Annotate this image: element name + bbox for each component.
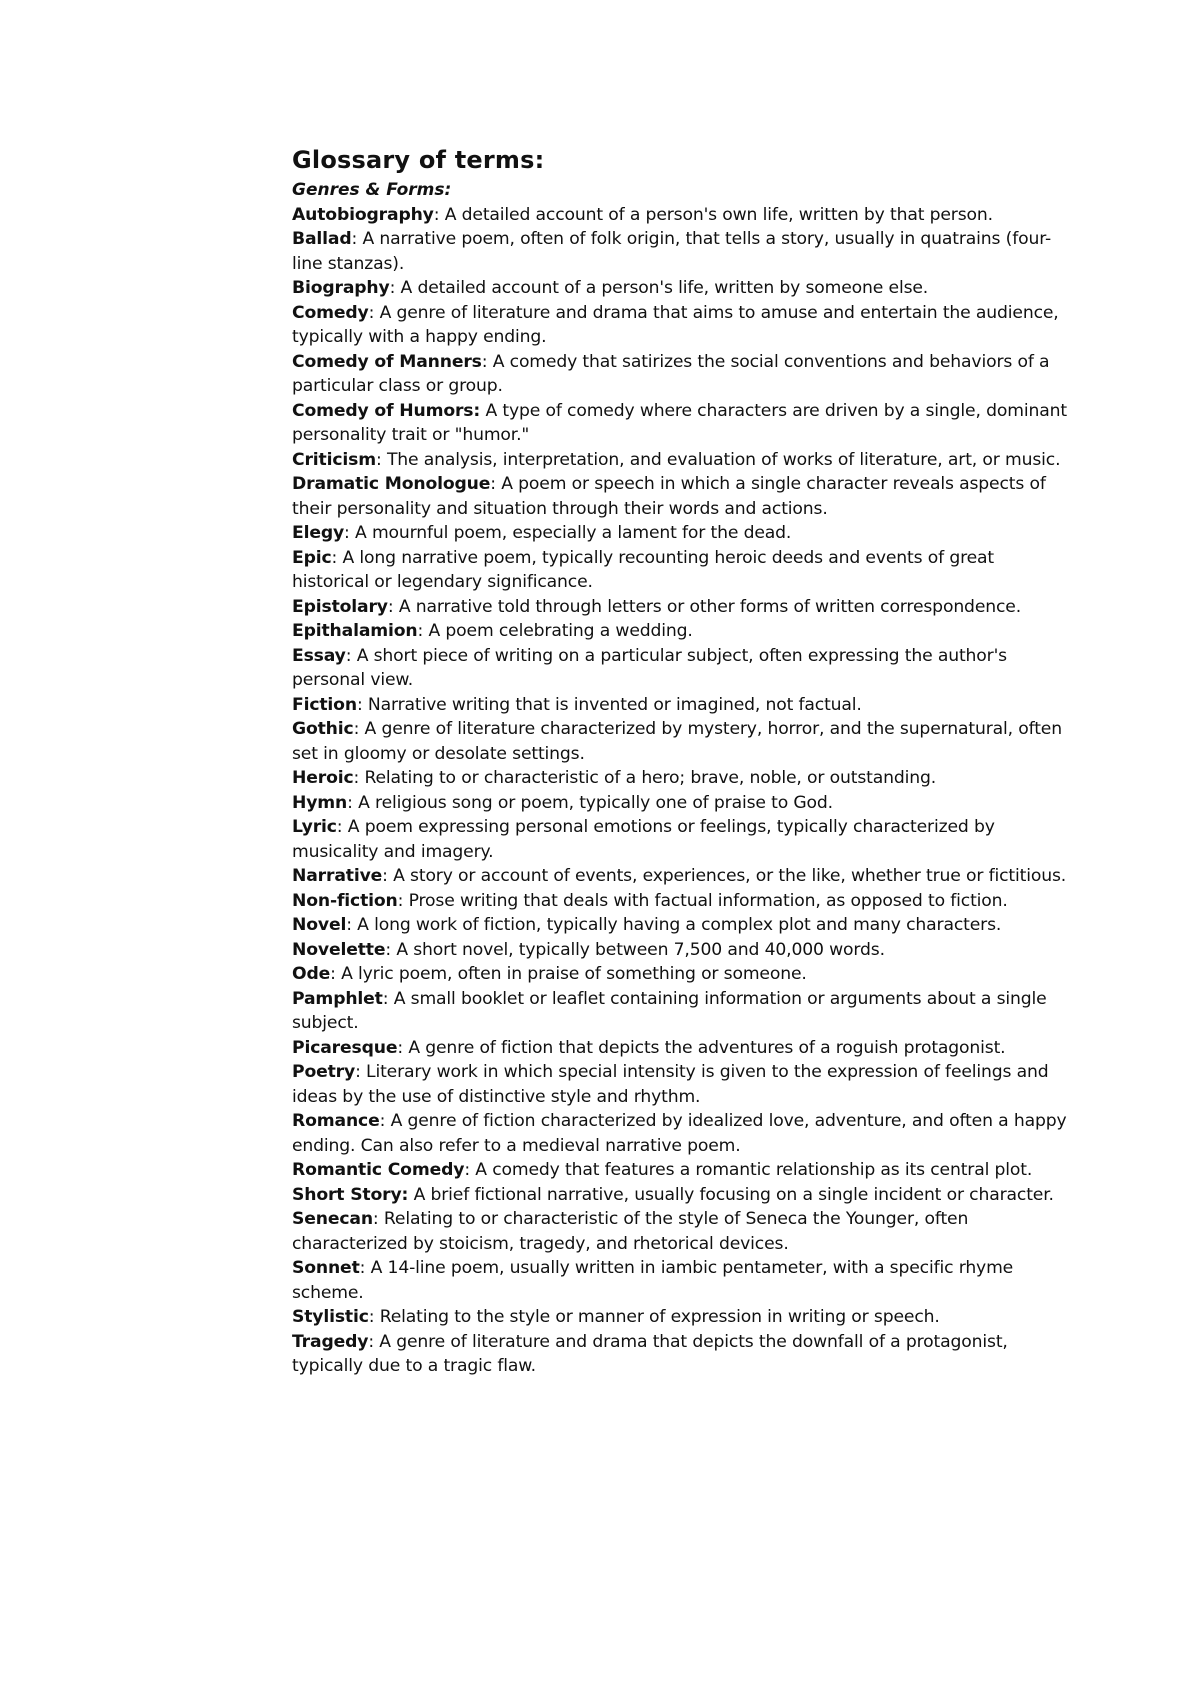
glossary-term: Novel bbox=[292, 915, 347, 935]
glossary-separator: : bbox=[330, 964, 336, 984]
glossary-entry bbox=[292, 276, 1072, 301]
glossary-entry bbox=[292, 301, 1072, 350]
glossary-term: Epistolary bbox=[292, 596, 388, 617]
glossary-definition: A short novel, typically between 7,500 and 40,000 words. bbox=[391, 939, 885, 960]
glossary-entry bbox=[292, 1207, 1072, 1256]
glossary-entry bbox=[292, 791, 1072, 816]
glossary-separator: : bbox=[397, 890, 404, 911]
glossary-term: Heroic bbox=[292, 768, 354, 788]
glossary-term: Stylistic bbox=[292, 1307, 369, 1327]
glossary-entry bbox=[292, 987, 1072, 1036]
glossary-entry bbox=[292, 595, 1072, 620]
glossary-entry bbox=[292, 644, 1072, 693]
glossary-separator: : bbox=[417, 621, 424, 641]
glossary-entry bbox=[292, 448, 1072, 473]
glossary-term: Lyric bbox=[292, 817, 337, 837]
glossary-definition: Relating to or characteristic of a hero; brave, noble, or outstanding. bbox=[359, 768, 937, 788]
glossary-entry bbox=[292, 913, 1072, 938]
glossary-term: Hymn bbox=[292, 792, 348, 813]
glossary-term: Sonnet bbox=[292, 1258, 360, 1278]
glossary-term: Romance bbox=[292, 1111, 380, 1131]
glossary-separator: : bbox=[481, 351, 488, 372]
glossary-separator: : bbox=[353, 719, 360, 739]
glossary-entry bbox=[292, 399, 1072, 448]
glossary-definition: A genre of fiction that depicts the adventures of a roguish protagonist. bbox=[403, 1037, 1006, 1058]
glossary-definition: Relating to or characteristic of the style of Seneca the Younger, often characterized by stoicism, tragedy, and rhetorical devices. bbox=[292, 1209, 969, 1254]
glossary-definition: Prose writing that deals with factual information, as opposed to fiction. bbox=[403, 890, 1008, 911]
glossary-entry bbox=[292, 693, 1072, 718]
glossary-definition: A type of comedy where characters are driven by a single, dominant personality trait or "humor." bbox=[292, 400, 1067, 445]
glossary-entry bbox=[292, 619, 1072, 644]
glossary-definition: A detailed account of a person's life, written by someone else. bbox=[395, 278, 929, 298]
glossary-definition: Literary work in which special intensity is given to the expression of feelings and ideas by the use of distinctive style and rhythm. bbox=[292, 1062, 1049, 1107]
glossary-separator: : bbox=[346, 915, 352, 935]
glossary-separator: : bbox=[336, 817, 343, 837]
glossary-term: Criticism bbox=[292, 449, 376, 470]
glossary-definition: A short piece of writing on a particular subject, often expressing the author's personal view. bbox=[292, 645, 1007, 690]
glossary-term: Epic bbox=[292, 547, 332, 568]
glossary-term: Essay bbox=[292, 645, 346, 666]
glossary-term: Ballad bbox=[292, 229, 352, 249]
glossary-definition: A long work of fiction, typically having a complex plot and many characters. bbox=[351, 915, 1002, 935]
glossary-separator: : bbox=[372, 1209, 379, 1229]
glossary-separator: : bbox=[368, 302, 375, 323]
glossary-separator: : bbox=[382, 988, 389, 1009]
glossary-separator: : bbox=[345, 645, 352, 666]
glossary-separator: : bbox=[355, 1062, 361, 1082]
glossary-definition: A genre of literature and drama that aims to amuse and entertain the audience, typically with a happy ending. bbox=[292, 302, 1059, 347]
glossary-term: Comedy of Humors: bbox=[292, 400, 481, 421]
glossary-definition: Relating to the style or manner of expression in writing or speech. bbox=[374, 1307, 940, 1327]
glossary-separator: : bbox=[389, 278, 396, 298]
glossary-definition: A story or account of events, experiences, or the like, whether true or fictitious. bbox=[387, 866, 1067, 886]
glossary-term: Romantic Comedy bbox=[292, 1160, 465, 1180]
glossary-definition: A religious song or poem, typically one of praise to God. bbox=[352, 792, 834, 813]
glossary-definition: A poem expressing personal emotions or feelings, typically characterized by musicality and imagery. bbox=[292, 817, 995, 862]
glossary-definition: A 14-line poem, usually written in iambic pentameter, with a specific rhyme scheme. bbox=[292, 1258, 1014, 1303]
glossary-separator: : bbox=[382, 866, 388, 886]
glossary-entry bbox=[292, 521, 1072, 546]
glossary-entry bbox=[292, 1256, 1072, 1305]
glossary-definition: A comedy that features a romantic relationship as its central plot. bbox=[469, 1160, 1033, 1180]
glossary-term: Gothic bbox=[292, 719, 354, 739]
glossary-definition: A poem celebrating a wedding. bbox=[423, 621, 693, 641]
glossary-entry bbox=[292, 472, 1072, 521]
glossary-entry bbox=[292, 350, 1072, 399]
glossary-term: Poetry bbox=[292, 1062, 356, 1082]
glossary-separator: : bbox=[375, 449, 382, 470]
glossary-separator: : bbox=[379, 1111, 386, 1131]
glossary-separator: : bbox=[387, 596, 394, 617]
glossary-definition: A brief fictional narrative, usually focusing on a single incident or character. bbox=[408, 1184, 1054, 1205]
glossary-separator: : bbox=[397, 1037, 403, 1058]
glossary-term: Fiction bbox=[292, 694, 357, 715]
glossary-entry bbox=[292, 227, 1072, 276]
glossary-definition: A mournful poem, especially a lament for the dead. bbox=[349, 523, 792, 543]
glossary-term: Non-fiction bbox=[292, 890, 398, 911]
glossary-term: Ode bbox=[292, 964, 331, 984]
glossary-definition: The analysis, interpretation, and evaluation of works of literature, art, or music. bbox=[381, 449, 1061, 470]
glossary-separator: : bbox=[385, 939, 391, 960]
glossary-entry bbox=[292, 889, 1072, 914]
glossary-term: Comedy of Manners bbox=[292, 351, 482, 372]
glossary-separator: : bbox=[344, 523, 350, 543]
glossary-entry bbox=[292, 1109, 1072, 1158]
glossary-entry bbox=[292, 864, 1072, 889]
glossary-term: Pamphlet bbox=[292, 988, 383, 1009]
glossary-definition: A genre of literature and drama that depicts the downfall of a protagonist, typically due to a tragic flaw. bbox=[292, 1331, 1008, 1376]
glossary-term: Comedy bbox=[292, 302, 369, 323]
glossary-term: Picaresque bbox=[292, 1037, 398, 1058]
glossary-term: Short Story: bbox=[292, 1184, 409, 1205]
glossary-separator: : bbox=[351, 229, 358, 249]
section-heading: Genres & Forms: bbox=[292, 180, 452, 200]
glossary-definition: A detailed account of a person's own life, written by that person. bbox=[439, 204, 993, 225]
document-body bbox=[292, 142, 1072, 1379]
glossary-entry bbox=[292, 962, 1072, 987]
glossary-entry bbox=[292, 546, 1072, 595]
glossary-term: Autobiography bbox=[292, 204, 434, 225]
glossary-entry bbox=[292, 1158, 1072, 1183]
glossary-definition: A genre of fiction characterized by idealized love, adventure, and often a happy ending. Can also refer to a medieval narrative poem. bbox=[292, 1111, 1067, 1156]
glossary-entry bbox=[292, 203, 1072, 228]
glossary-definition: A lyric poem, often in praise of something or someone. bbox=[335, 964, 807, 984]
glossary-term: Epithalamion bbox=[292, 621, 418, 641]
glossary-separator: : bbox=[359, 1258, 366, 1278]
glossary-entry bbox=[292, 1183, 1072, 1208]
glossary-term: Tragedy bbox=[292, 1331, 369, 1352]
glossary-term: Elegy bbox=[292, 523, 345, 543]
glossary-separator: : bbox=[490, 474, 496, 494]
glossary-term: Narrative bbox=[292, 866, 383, 886]
glossary-separator: : bbox=[331, 547, 338, 568]
glossary-entry bbox=[292, 1330, 1072, 1379]
glossary-definition: A comedy that satirizes the social conventions and behaviors of a particular class or group. bbox=[292, 351, 1050, 396]
glossary-entry bbox=[292, 766, 1072, 791]
glossary-list bbox=[292, 203, 1072, 1379]
glossary-separator: : bbox=[464, 1160, 470, 1180]
glossary-separator: : bbox=[433, 204, 440, 225]
glossary-definition: A small booklet or leaflet containing information or arguments about a single subject. bbox=[292, 988, 1047, 1033]
glossary-term: Dramatic Monologue bbox=[292, 474, 491, 494]
glossary-separator: : bbox=[353, 768, 360, 788]
glossary-definition: A poem or speech in which a single character reveals aspects of their personality and situation through their words and actions. bbox=[292, 474, 1046, 519]
glossary-entry bbox=[292, 938, 1072, 963]
glossary-separator: : bbox=[347, 792, 353, 813]
glossary-entry bbox=[292, 1060, 1072, 1109]
glossary-definition: A long narrative poem, typically recounting heroic deeds and events of great historical or legendary significance. bbox=[292, 547, 995, 592]
glossary-entry bbox=[292, 1305, 1072, 1330]
glossary-separator: : bbox=[356, 694, 363, 715]
glossary-entry bbox=[292, 1036, 1072, 1061]
glossary-term: Biography bbox=[292, 278, 390, 298]
glossary-definition: A narrative told through letters or other forms of written correspondence. bbox=[393, 596, 1022, 617]
glossary-term: Senecan bbox=[292, 1209, 373, 1229]
glossary-separator: : bbox=[368, 1307, 375, 1327]
page-title: Glossary of terms: bbox=[292, 146, 545, 174]
glossary-entry bbox=[292, 717, 1072, 766]
glossary-definition: Narrative writing that is invented or imagined, not factual. bbox=[362, 694, 862, 715]
glossary-entry bbox=[292, 815, 1072, 864]
glossary-separator: : bbox=[368, 1331, 374, 1352]
glossary-term: Novelette bbox=[292, 939, 386, 960]
glossary-definition: A genre of literature characterized by mystery, horror, and the supernatural, often set in gloomy or desolate settings. bbox=[292, 719, 1062, 764]
glossary-definition: A narrative poem, often of folk origin, that tells a story, usually in quatrains (four-line stanzas). bbox=[292, 229, 1052, 274]
